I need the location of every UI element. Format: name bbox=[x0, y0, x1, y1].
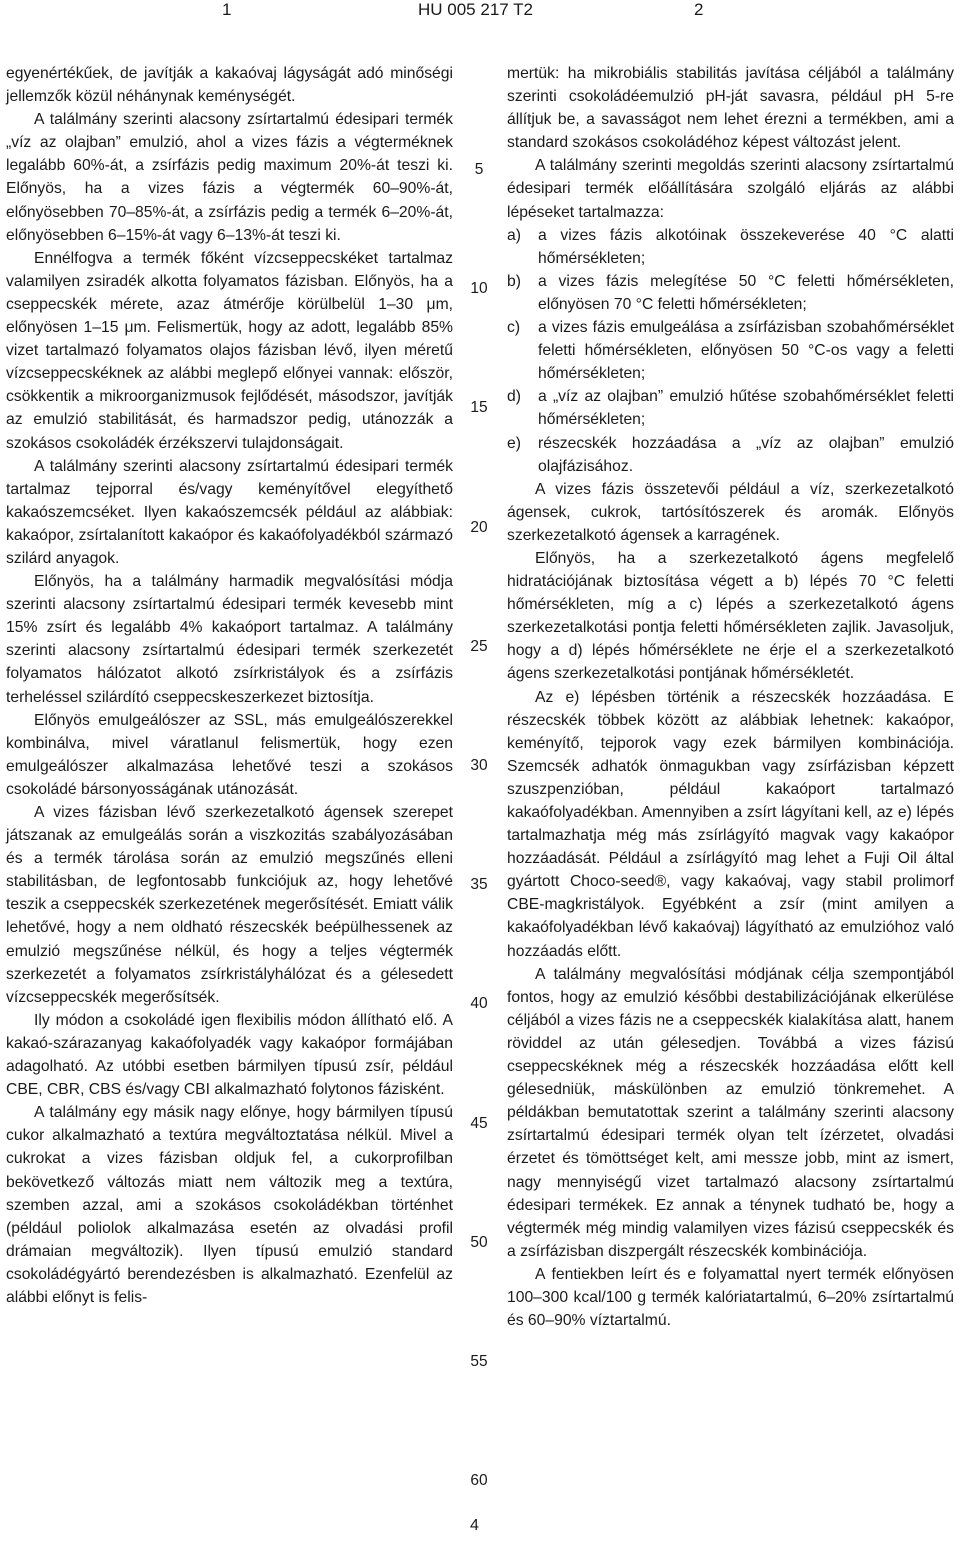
line-number: 30 bbox=[470, 757, 488, 774]
paragraph: A vizes fázis összetevői például a víz, szerkezetalkotó ágensek, cukrok, tartósítószerek és aromák. Előnyös szerkezetalkotó ágensek a karragének. bbox=[507, 480, 954, 544]
paragraph: A vizes fázisban lévő szerkezetalkotó ágensek szerepet játszanak az emulgeálás során a viszkozitás szabályozásában és a termék tárolása során az emulzió megszűnés elleni stabilitásban, de legfontosabb funkciójuk az, hogy lehetővé teszik a cseppecskék szerkezetének megerősítését. Emiatt válik lehetővé, hogy a nem oldható részecskék beépülhessenek az emulzió megszűnése nélkül, és hogy a teljes végtermék szerkezetét a folyamatos zsírkristályhálózat és a gélesedett vízcseppecskék megerősítsék. bbox=[6, 804, 453, 1006]
list-marker: a) bbox=[507, 226, 521, 244]
paragraph: A fentiekben leírt és e folyamattal nyert termék előnyösen 100–300 kcal/100 g termék kalóriatartalmú, 6–20% zsírtartalmú és 60–90% víztartalmú. bbox=[507, 1265, 954, 1330]
paragraph: Előnyös, ha a szerkezetalkotó ágens megfelelő hidratációjának biztosítása végett a b) lépés 70 °C feletti hőmérsékleten, míg a c) lépés a szerkezetalkotó ágens szerkezetalkotási pontja feletti hőmérsékleten zajlik. Javasoljuk, hogy a d) lépés hőmérséklete ne érje el a szerkezetalkotó ágens szerkezetalkotási pontjának hőmérsékletét. bbox=[507, 549, 954, 683]
document-number: HU 005 217 T2 bbox=[418, 0, 533, 19]
list-marker: d) bbox=[507, 388, 521, 406]
footer-page-number: 4 bbox=[470, 1517, 479, 1534]
list-item-text: a „víz az olajban” emulzió hűtése szobahőmérséklet feletti hőmérsékleten; bbox=[538, 388, 954, 429]
line-number: 15 bbox=[470, 399, 488, 417]
paragraph: A találmány szerinti alacsony zsírtartalmú édesipari termék tartalmaz tejporral és/vagy keményítővel elegyíthető kakaószemcséket. Ilyen kakaószemcsék például az alábbiak: kakaópor, zsírtalanított kakaópor és kakaófolyadékból származó szilárd anyagok. bbox=[6, 457, 453, 567]
paragraph: Előnyös, ha a találmány harmadik megvalósítási módja szerinti alacsony zsírtartalmú édesipari termék kevesebb mint 15% zsírt és legalább 4% kakaóport tartalmaz. A találmány szerinti alacsony zsírtartalmú édesipari termék szerkezetét folyamatos hálózatot alkotó zsírkristályok és a zsírfázis terheléssel szilárdító cseppecskeszerkezet biztosítja. bbox=[6, 573, 453, 706]
line-number: 35 bbox=[470, 876, 488, 894]
list-item bbox=[507, 432, 954, 478]
paragraph: egyenértékűek, de javítják a kakaóvaj lágyságát adó minőségi jellemzők közül néhánynak keménységét. bbox=[6, 65, 453, 106]
list-item bbox=[507, 270, 954, 316]
list-item bbox=[507, 224, 954, 270]
line-number: 45 bbox=[470, 1114, 488, 1132]
list-marker: e) bbox=[507, 434, 521, 452]
list-marker: b) bbox=[507, 272, 521, 290]
list-item-text: a vizes fázis alkotóinak összekeverése 40 °C alatti hőmérsékleten; bbox=[538, 226, 954, 267]
list-item-text: a vizes fázis melegítése 50 °C feletti hőmérsékleten, előnyösen 70 °C feletti hőmérsékleten; bbox=[538, 272, 954, 313]
list-item bbox=[507, 316, 954, 385]
paragraph: A találmány szerinti alacsony zsírtartalmú édesipari termék „víz az olajban” emulzió, ahol a vizes fázis a végterméknek legalább 60%-át, a zsírfázis pedig maximum 20%-át teszi ki. Előnyös, ha a vizes fázis a végtermék 60–90%-át, előnyösebben 70–85%-át, a zsírfázis pedig a termék 6–20%-át, előnyösebben 6–15%-át vagy 6–13%-át teszi ki. bbox=[6, 111, 453, 244]
paragraph: Előnyös emulgeálószer az SSL, más emulgeálószerekkel kombinálva, mivel váratlanul felismertük, hogy ezen emulgeálószer alkalmazása lehetővé teszi a szokásos csokoládé bársonyosságának utánozását. bbox=[6, 711, 453, 798]
line-number: 60 bbox=[470, 1472, 488, 1490]
paragraph: A találmány egy másik nagy előnye, hogy bármilyen típusú cukor alkalmazható a textúra megváltoztatása nélkül. Mivel a cukrokat a vizes fázisban oldjuk fel, a cukorprofilban bekövetkező változás miatt nem változik meg a textúra, szemben azzal, ami a szokásos csokoládékban történhet (például poliolok alkalmazása esetén az olvadási profil drámaian megváltozik). Ilyen típusú emulzió standard csokoládégyártó berendezésben is alkalmazható. Ezenfelül az alábbi előnyt is felis- bbox=[6, 1104, 453, 1306]
paragraph: Az e) lépésben történik a részecskék hozzáadása. E részecskék többek között az alábbiak lehetnek: kakaópor, keményítő, tejporok vagy ezek bármilyen kombinációja. Szemcsék adhatók önmagukban vagy zsírfázisban képzett szuszpenzióban, például kakaóport tartalmazó kakaófolyadékban. Amennyiben a zsírt lágyítani kell, az e) lépés tartalmazhatja még más zsírlágyító magvak vagy kakaópor hozzáadását. Például a zsírlágyító mag lehet a Fuji Oil által gyártott Choco-seed®, vagy kakaóvaj, vagy stabil prolimorf CBE-magkristályok. Egyébként a zsír (mint amilyen a kakaófolyadékban lévő kakaóvaj) lágyítható az emulzióhoz való hozzáadás előtt. bbox=[507, 688, 954, 960]
right-column bbox=[507, 62, 954, 1332]
line-number: 50 bbox=[470, 1233, 488, 1251]
line-number: 20 bbox=[470, 518, 488, 536]
line-number: 40 bbox=[470, 995, 488, 1013]
line-number: 5 bbox=[474, 161, 484, 178]
list-marker: c) bbox=[507, 319, 521, 337]
list-item bbox=[507, 385, 954, 431]
paragraph: mertük: ha mikrobiális stabilitás javítása céljából a találmány szerinti csokoládéemulzió pH-ját savasra, például pH 5-re állítjuk be, a savasságot nem lehet érezni a termékben, ami a standard szokásos csokoládéhoz képest változást jelent. bbox=[507, 65, 954, 152]
header-page-right: 2 bbox=[694, 0, 704, 19]
left-column bbox=[6, 62, 453, 1309]
header-page-left: 1 bbox=[222, 0, 232, 19]
paragraph: Ily módon a csokoládé igen flexibilis módon állítható elő. A kakaó-szárazanyag kakaófolyadék vagy kakaópor formájában adagolható. Az utóbbi esetben bármilyen típusú zsír, például CBE, CBR, CBS és/vagy CBI alkalmazható folytonos fázisként. bbox=[6, 1011, 453, 1099]
paragraph: A találmány szerinti megoldás szerinti alacsony zsírtartalmú édesipari termék előállítására szolgáló eljárás az alábbi lépéseket tartalmazza: bbox=[507, 157, 954, 221]
list-item-text: részecskék hozzáadása a „víz az olajban” emulzió olajfázisához. bbox=[538, 434, 954, 475]
line-number: 10 bbox=[470, 280, 488, 298]
list-item-text: a vizes fázis emulgeálása a zsírfázisban szobahőmérséklet feletti hőmérsékleten, előnyösen 50 °C-os vagy a feletti hőmérsékleten; bbox=[538, 319, 954, 383]
line-number: 55 bbox=[470, 1353, 488, 1370]
line-number: 25 bbox=[470, 637, 488, 655]
paragraph: Ennélfogva a termék főként vízcseppecskéket tartalmaz valamilyen zsiradék alkotta folyamatos fázisban. Előnyös, ha a cseppecskék mérete, azaz átmérője körülbelül 1–30 μm, előnyösen 1–15 μm. Felismertük, hogy az adott, legalább 85% vizet tartalmazó folyamatos olajos fázisban lévő, ilyen méretű vízcseppecskéknek az alábbi meglepő előnyei vannak: először, csökkentik a mikroorganizmusok fejlődését, másodszor, javítják az emulzió stabilitását, és harmadszor pedig, utánozzák a szokásos csokoládék érzékszervi tulajdonságait. bbox=[6, 249, 453, 452]
paragraph: A találmány megvalósítási módjának célja szempontjából fontos, hogy az emulzió későbbi destabilizációjának elkerülése céljából a vizes fázis ne a cseppecskék kialakítása alatt, hanem röviddel az után gélesedjen. Továbbá a vizes fázisú cseppecskéknek még a részecskék hozzáadása előtt kell gélesedniük, máskülönben az emulzió tönkremehet. A példákban bemutatottak szerint a találmány szerinti alacsony zsírtartalmú édesipari termék olyan telt ízérzetet, olvadási érzetet és tömöttséget kelt, ami messze jobb, mint az ismert, nagy mennyiségű vizet tartalmazó alacsony zsírtartalmú édesipari termékek. Ez annak a ténynek tudható be, hogy a végtermék még mindig valamilyen vizes fázisú cseppecskék és a zsírfázisban diszpergált részecskék kombinációja. bbox=[507, 965, 954, 1260]
